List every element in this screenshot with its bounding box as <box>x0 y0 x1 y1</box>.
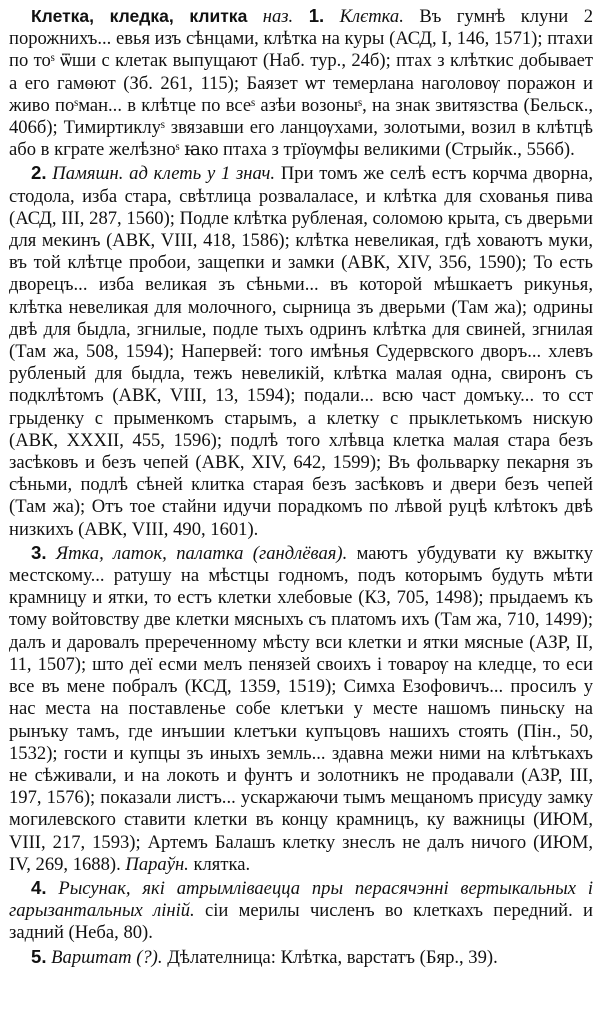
sense-gloss: Варштат (?). <box>51 946 163 968</box>
sense-number: 1. <box>308 5 325 26</box>
headword: Клетка, кледка, клитка <box>31 6 248 26</box>
sense-citations: Дѣлателница: Клѣтка, варстатъ (Бяр., 39). <box>167 946 498 968</box>
sense-number: 5. <box>31 945 47 967</box>
sense-citations: При томъ же селѣ естъ корчма дворна, стодола, изба стара, свѣтлица розвалаласе, и клѣтка для схованья пива (АСД, III, 287, 1560); Подле клѣтка рубленая, соломою крыта, съ дверьми для мекинъ (АВК, VIII, 418, 1586); клѣтка невеликая, гдѣ ховаютъ муки, въ той клѣтце пробои, защепки и замки (АВК, XIV, 356, 1590); То есть дворецъ... изба великая зъ сѣньми... въ которой мѣшкаетъ рикунья, клѣтка невеликая для молочного, сырница зъ дверьми (Там жа); одрины двѣ для быдла, згнилые, подле тыхъ одринъ клѣтка для свиней, згнилая (Там жа, 508, 1594); Напервей: того имѣнья Судервского дворъ... хлевъ рубленый для быдла, тежъ невеликій, клѣтка малая одна, свиронъ съ подклѣтомъ (АВК, VIII, 13, 1594); подали... всю част домъку... то сст грыденку с прыменкомъ старымъ, а клетку с прыклетькомъ нискую (АВК, XXXII, 455, 1596); подлѣ того хлѣвца клетка малая стара безъ засѣковъ и безъ чепей (АВК, XIV, 642, 1599); Въ фольварку пекарня зъ сѣньми, подлѣ сѣней клитка старая безъ засѣковъ и двери безъ чепей (Там жа); Отъ тое стайни идучи порадкомъ по лѣвой руцѣ клѣтокъ двѣ низкихъ (АВК, VIII, 490, 1601). <box>9 163 593 540</box>
sense-gloss: Ятка, латок, палатка (гандлёвая). <box>55 542 348 564</box>
sense-4-paragraph <box>9 877 593 945</box>
sense-gloss: Рысунак, які атрымліваецца пры перасячэнні вертыкальных і гарызантальных ліній. <box>9 877 593 922</box>
sense-citations: сіи мерилы численъ во клеткахъ передний. и задний (Неба, 80). <box>9 900 593 944</box>
cross-reference-label: Параўн. <box>125 853 189 875</box>
sense-gloss: Памяшн. ад клеть у 1 знач. <box>52 163 276 185</box>
sense-citations: Въ гумнѣ клуни 2 порожнихъ... евья изъ сѣнцами, клѣтка на куры (АСД, I, 146, 1571); птахи по тоˢ ѿши с клетак выпущают (Наб. тур., 24б); птах з клѣткис добывает а его гамѳют (Зб. 261, 115); Баязет ѡт темерлана наголовѹ поражон и живо поˢман... в клѣтце по всеˢ азѣи возоныˢ, на знак звитязства (Бельск., 406б); Тимиртиклуˢ звязавши его ланцѹхами, золотыми, возил в клѣтцѣ або в кграте желѣзноˢ ꙗко птаха з трїѹмфы великими (Стрыйк., 556б). <box>9 6 594 161</box>
sense-2-paragraph <box>9 162 593 540</box>
sense-number: 3. <box>31 541 47 563</box>
sense-1-paragraph <box>9 5 593 161</box>
sense-number: 4. <box>31 876 47 898</box>
part-of-speech: наз. <box>262 6 294 27</box>
sense-gloss: Клєтка. <box>339 6 404 27</box>
cross-reference-word: клятка. <box>193 853 251 875</box>
sense-5-paragraph <box>9 946 593 969</box>
sense-3-paragraph <box>9 542 593 876</box>
sense-citations: маютъ убудувати ку вжытку местскому... ратушу на мѣстцы годномъ, подъ которымъ будуть мѣти крамницу и ятки, то естъ клетки хлебовые (КЗ, 705, 1498); прыдаемъ къ тому войтовству две клетки мясныхъ съ платомъ ихъ (Там жа, 710, 1499); далъ и даровалъ пререченному мѣсту вси клетки и ятки мясные (АЗР, II, 11, 1507); што деї есми мелъ пенязей своихъ і товарѹ на кледце, то еси все въ мене побралъ (КСД, 1359, 1519); Симха Езофовичъ... просилъ у нас места на поставленье собе клетъки у месте нашомъ пиньску на рынъку тамъ, где инъшии клетъки купъцовъ нашихъ стоять (Пін., 50, 1532); гости и купцы зъ иныхъ земль... здавна межи ними на клѣтъкахъ не сѣживали, и на локоть и фунтъ и золотникъ не продавали (АЗР, III, 197, 1576); показали листъ... ускаржаючи тымъ мещаномъ присуду замку могилевского ставити клетки въ концу крамницъ, ку важницы (ИЮМ, VIII, 217, 1593); Артемъ Балашъ клетку знеслъ не далъ ничого (ИЮМ, IV, 269, 1688). <box>9 542 593 875</box>
sense-number: 2. <box>31 162 47 184</box>
